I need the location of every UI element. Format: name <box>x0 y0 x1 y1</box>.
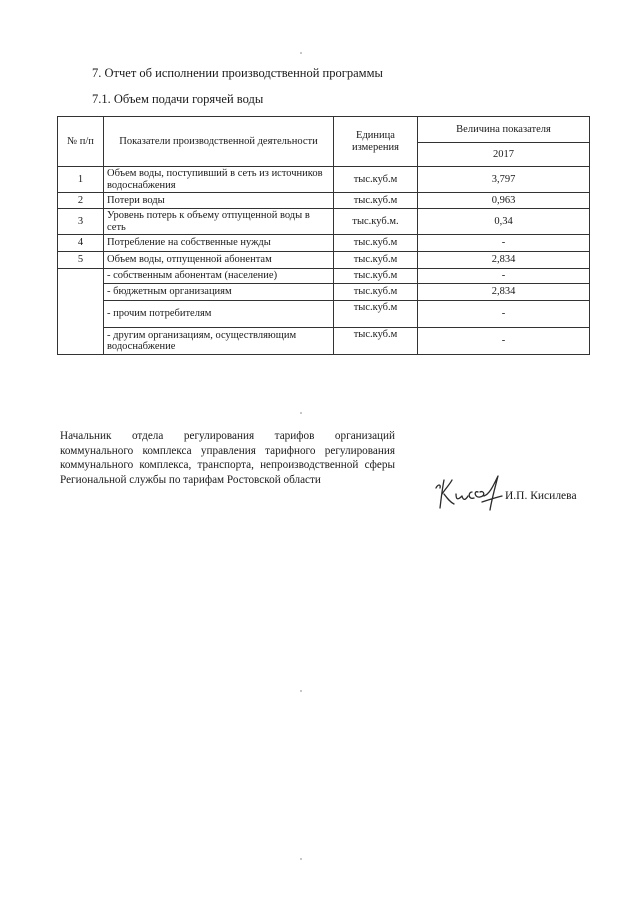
table-subrow <box>58 269 590 284</box>
row-value: 0,34 <box>418 209 590 235</box>
subrow-unit: тыс.куб.м <box>334 301 418 328</box>
row-indicator: Объем воды, поступивший в сеть из источников водоснабжения <box>104 167 334 193</box>
table-subrow <box>58 284 590 301</box>
subrow-indicator: - другим организациям, осуществляющим водоснабжение <box>104 328 334 355</box>
header-indicator: Показатели производственной деятельности <box>104 117 334 167</box>
scan-speck <box>300 412 302 414</box>
scan-speck <box>300 52 302 54</box>
row-unit: тыс.куб.м <box>334 167 418 193</box>
table-subrow <box>58 328 590 355</box>
handwritten-signature <box>432 470 504 512</box>
row-unit: тыс.куб.м. <box>334 209 418 235</box>
subrow-num-empty <box>58 269 104 355</box>
row-value: - <box>418 235 590 252</box>
scan-speck <box>300 690 302 692</box>
subrow-value: - <box>418 301 590 328</box>
header-value-group: Величина показателя <box>418 117 590 143</box>
subrow-value: - <box>418 328 590 355</box>
row-unit: тыс.куб.м <box>334 193 418 209</box>
signatory-name: И.П. Кисилева <box>505 490 577 502</box>
row-num: 2 <box>58 193 104 209</box>
header-year: 2017 <box>418 143 590 167</box>
signatory-position: Начальник отдела регулирования тарифов организаций коммунального комплекса управления тарифного регулирования коммунального комплекса, транспорта, непроизводственной сферы Региональной службы по тарифам Ростовской области <box>60 430 395 486</box>
row-num: 1 <box>58 167 104 193</box>
subrow-value: 2,834 <box>418 284 590 301</box>
row-value: 0,963 <box>418 193 590 209</box>
row-num: 3 <box>58 209 104 235</box>
subrow-indicator: - бюджетным организациям <box>104 284 334 301</box>
scan-speck <box>300 858 302 860</box>
table-subrow <box>58 301 590 328</box>
section-heading: 7. Отчет об исполнении производственной программы <box>92 66 383 80</box>
row-indicator: Уровень потерь к объему отпущенной воды в сеть <box>104 209 334 235</box>
row-value: 3,797 <box>418 167 590 193</box>
subrow-unit: тыс.куб.м <box>334 284 418 301</box>
table-row <box>58 167 590 193</box>
row-indicator: Потери воды <box>104 193 334 209</box>
subsection-heading: 7.1. Объем подачи горячей воды <box>92 92 264 106</box>
row-num: 4 <box>58 235 104 252</box>
table-row <box>58 235 590 252</box>
subrow-unit: тыс.куб.м <box>334 328 418 355</box>
subrow-value: - <box>418 269 590 284</box>
row-unit: тыс.куб.м <box>334 252 418 269</box>
row-num: 5 <box>58 252 104 269</box>
header-unit: Единица измерения <box>334 117 418 167</box>
production-program-table <box>57 116 590 355</box>
table-row <box>58 209 590 235</box>
header-num: № п/п <box>58 117 104 167</box>
row-indicator: Потребление на собственные нужды <box>104 235 334 252</box>
subrow-unit: тыс.куб.м <box>334 269 418 284</box>
subrow-indicator: - собственным абонентам (население) <box>104 269 334 284</box>
table-row <box>58 193 590 209</box>
table-row <box>58 252 590 269</box>
row-value: 2,834 <box>418 252 590 269</box>
row-unit: тыс.куб.м <box>334 235 418 252</box>
row-indicator: Объем воды, отпущенной абонентам <box>104 252 334 269</box>
subrow-indicator: - прочим потребителям <box>104 301 334 328</box>
